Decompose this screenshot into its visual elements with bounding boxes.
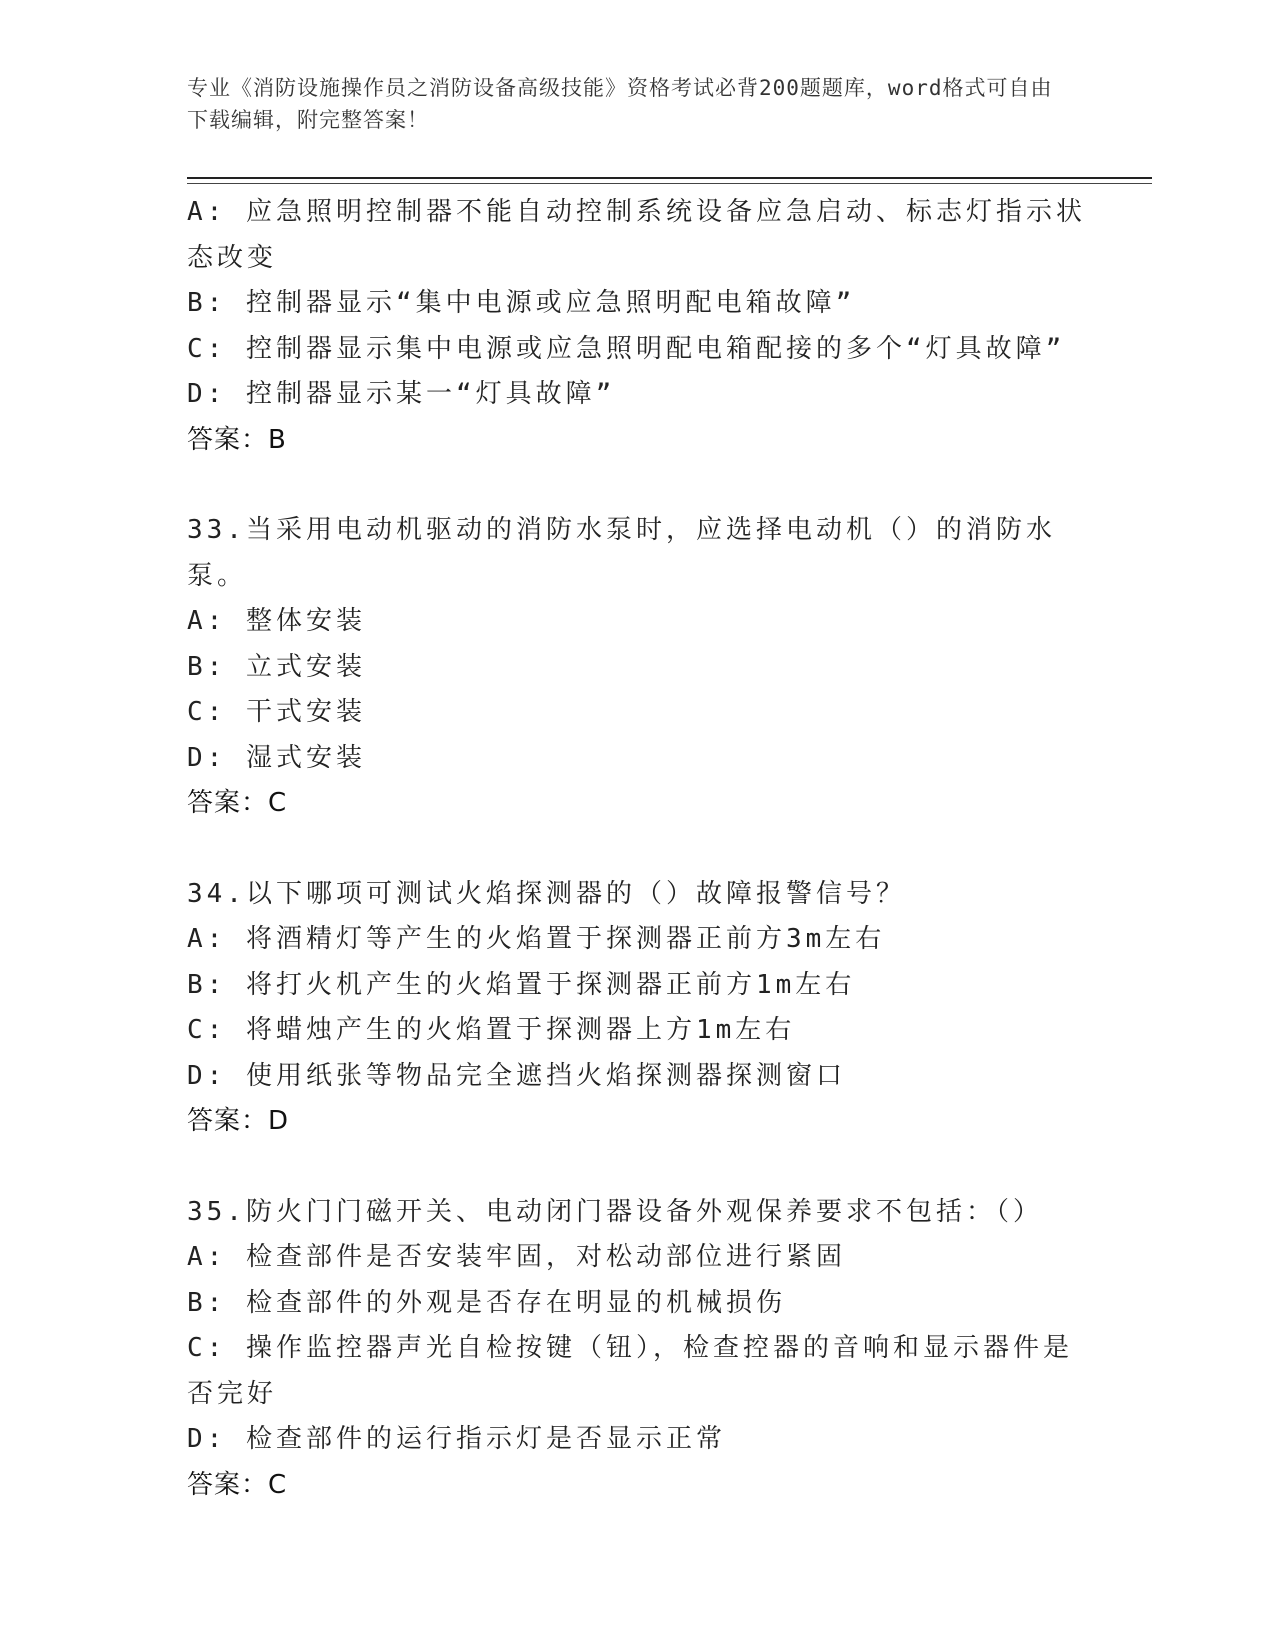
question-stem: 34.以下哪项可测试火焰探测器的（）故障报警信号？ bbox=[187, 878, 906, 909]
option-d: D: 使用纸张等物品完全遮挡火焰探测器探测窗口 bbox=[187, 1060, 846, 1091]
answer: 答案：B bbox=[187, 424, 287, 455]
document-header: 专业《消防设施操作员之消防设备高级技能》资格考试必背200题题库，word格式可自由下载编辑，附完整答案！ bbox=[187, 76, 1053, 132]
question-stem: 35.防火门门磁开关、电动闭门器设备外观保养要求不包括：（） bbox=[187, 1196, 1043, 1227]
option-d: D: 检查部件的运行指示灯是否显示正常 bbox=[187, 1424, 726, 1454]
option-c: C: 将蜡烛产生的火焰置于探测器上方1m左右 bbox=[187, 1015, 796, 1045]
question-34 bbox=[187, 872, 1087, 1145]
question-33 bbox=[187, 508, 1087, 827]
answer: 答案：C bbox=[187, 1469, 288, 1500]
option-b: B: 检查部件的外观是否存在明显的机械损伤 bbox=[187, 1287, 786, 1318]
option-b: B: 立式安装 bbox=[187, 651, 366, 682]
question-32 bbox=[187, 190, 1087, 463]
option-c: C: 控制器显示集中电源或应急照明配电箱配接的多个“灯具故障” bbox=[187, 333, 1066, 364]
question-35 bbox=[187, 1190, 1087, 1509]
header-divider-thick bbox=[187, 177, 1152, 179]
option-a: A: 应急照明控制器不能自动控制系统设备应急启动、标志灯指示状态改变 bbox=[187, 197, 1086, 273]
option-b: B: 控制器显示“集中电源或应急照明配电箱故障” bbox=[187, 288, 856, 318]
spacer bbox=[187, 1145, 1087, 1190]
option-a: A: 整体安装 bbox=[187, 606, 366, 636]
question-stem: 33.当采用电动机驱动的消防水泵时，应选择电动机（）的消防水泵。 bbox=[187, 515, 1056, 591]
answer: 答案：D bbox=[187, 1106, 290, 1136]
option-a: A: 将酒精灯等产生的火焰置于探测器正前方3m左右 bbox=[187, 924, 886, 954]
option-d: D: 控制器显示某一“灯具故障” bbox=[187, 379, 616, 409]
spacer bbox=[187, 463, 1087, 508]
option-d: D: 湿式安装 bbox=[187, 742, 366, 773]
spacer bbox=[187, 827, 1087, 872]
option-b: B: 将打火机产生的火焰置于探测器正前方1m左右 bbox=[187, 969, 856, 1000]
question-list bbox=[187, 190, 1087, 1508]
header-divider-thin bbox=[187, 183, 1152, 184]
option-c: C: 操作监控器声光自检按键（钮），检查控器的音响和显示器件是否完好 bbox=[187, 1333, 1073, 1409]
answer: 答案：C bbox=[187, 788, 288, 818]
option-a: A: 检查部件是否安装牢固，对松动部位进行紧固 bbox=[187, 1242, 846, 1272]
option-c: C: 干式安装 bbox=[187, 697, 366, 727]
